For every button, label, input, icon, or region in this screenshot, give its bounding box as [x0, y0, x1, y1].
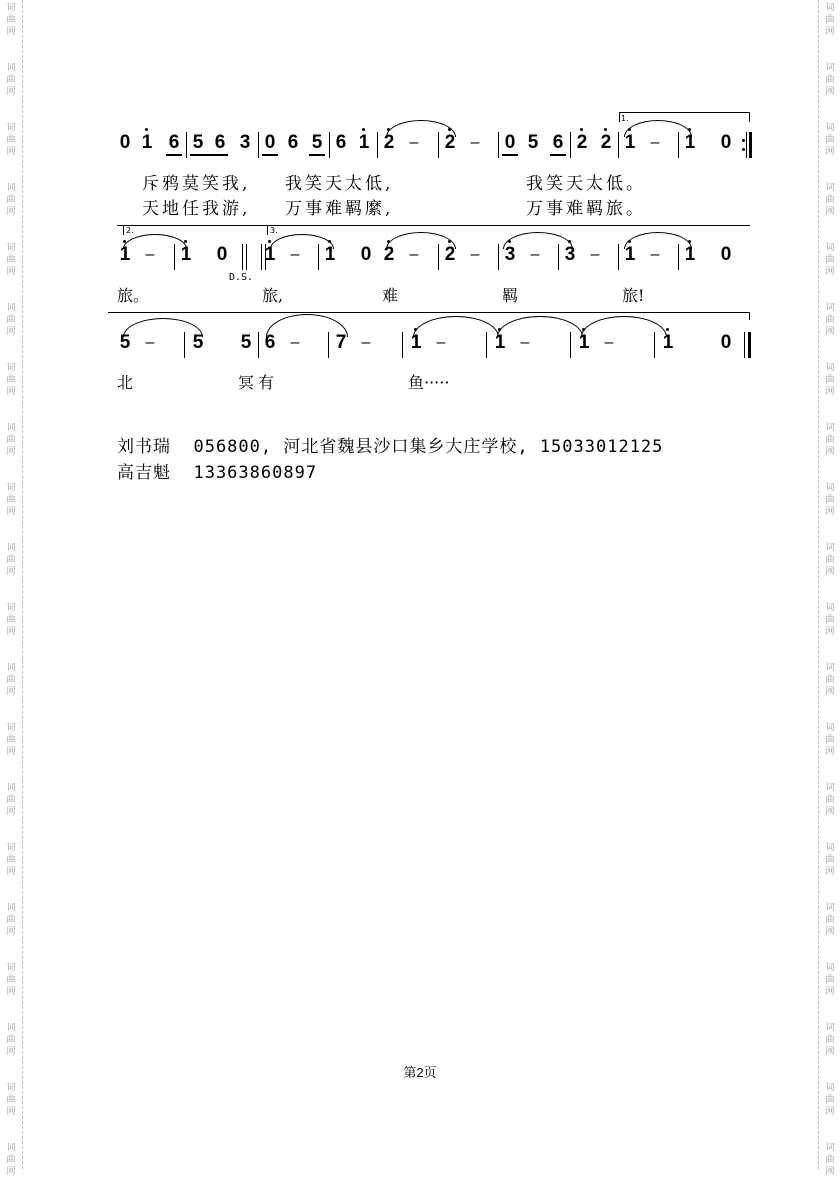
watermark-char: 词	[825, 543, 835, 553]
watermark-char: 词	[6, 63, 16, 73]
watermark-char: 曲	[6, 75, 16, 85]
watermark-char: 曲	[825, 375, 835, 385]
watermark-char: 曲	[6, 1035, 16, 1045]
watermark-char: 词	[825, 903, 835, 913]
note: 2	[600, 132, 612, 153]
note: 1	[119, 244, 131, 265]
watermark-char: 词	[6, 843, 16, 853]
watermark-char: 网	[825, 27, 835, 37]
watermark-char: 词	[825, 1143, 835, 1153]
watermark-char: 词	[825, 783, 835, 793]
watermark-char: 网	[6, 27, 16, 37]
lyric-verse2-part3: 万事难羁旅。	[526, 199, 646, 219]
watermark-char: 曲	[825, 1035, 835, 1045]
watermark-char: 网	[825, 807, 835, 817]
watermark-char: 网	[825, 1167, 835, 1177]
watermark-char: 网	[6, 747, 16, 757]
barline	[184, 332, 185, 358]
dash: –	[650, 246, 660, 263]
volta-2-label: 2.	[126, 226, 134, 235]
watermark-char: 词	[825, 243, 835, 253]
watermark-char: 词	[6, 1083, 16, 1093]
watermark-char: 网	[6, 507, 16, 517]
lyric-verse2-part2: 万事难羁縻,	[285, 199, 394, 219]
watermark-char: 曲	[6, 255, 16, 265]
note: 6	[168, 132, 180, 153]
watermark-char: 曲	[825, 255, 835, 265]
watermark-char: 网	[825, 627, 835, 637]
dash: –	[145, 246, 155, 263]
watermark-char: 曲	[825, 855, 835, 865]
lyric-word: 羁	[502, 286, 519, 305]
barline	[258, 332, 259, 358]
dash: –	[290, 334, 300, 351]
watermark-char: 词	[6, 603, 16, 613]
watermark-char: 词	[6, 3, 16, 13]
watermark-char: 词	[825, 843, 835, 853]
watermark-char: 词	[825, 423, 835, 433]
watermark-char: 曲	[6, 795, 16, 805]
watermark-char: 曲	[825, 135, 835, 145]
barline	[744, 332, 745, 358]
watermark-char: 曲	[825, 615, 835, 625]
note: 0	[119, 132, 131, 153]
lyric-word: 冥有	[238, 373, 279, 392]
watermark-char: 词	[6, 963, 16, 973]
watermark-char: 网	[6, 987, 16, 997]
lyric-word: 难	[382, 286, 399, 305]
volta-1-label: 1.	[621, 114, 629, 123]
watermark-char: 网	[6, 327, 16, 337]
note: 7	[335, 332, 347, 353]
note: 1	[410, 332, 422, 353]
watermark-char: 词	[825, 723, 835, 733]
watermark-char: 词	[825, 663, 835, 673]
watermark-char: 曲	[825, 15, 835, 25]
watermark-char: 曲	[6, 675, 16, 685]
note: 0	[264, 132, 276, 153]
note: 5	[311, 132, 323, 153]
lyric-verse2-part1: 天地任我游,	[142, 199, 251, 219]
note: 3	[239, 132, 251, 153]
note: 0	[360, 244, 372, 265]
watermark-char: 曲	[825, 915, 835, 925]
note: 2	[383, 244, 395, 265]
note: 2	[383, 132, 395, 153]
watermark-char: 曲	[6, 1095, 16, 1105]
note: 1	[684, 244, 696, 265]
note: 1	[624, 132, 636, 153]
watermark-char: 网	[825, 387, 835, 397]
note: 2	[444, 244, 456, 265]
watermark-char: 网	[6, 687, 16, 697]
high-octave-dot	[498, 328, 501, 331]
watermark-char: 网	[825, 867, 835, 877]
watermark-char: 网	[6, 867, 16, 877]
watermark-char: 网	[6, 87, 16, 97]
watermark-char: 曲	[825, 315, 835, 325]
barline	[486, 332, 487, 358]
note: 1	[578, 332, 590, 353]
barline-thick	[748, 332, 751, 358]
note: 0	[216, 244, 228, 265]
watermark-char: 曲	[6, 555, 16, 565]
watermark-char: 词	[825, 1023, 835, 1033]
note: 0	[720, 332, 732, 353]
watermark-char: 网	[825, 1047, 835, 1057]
watermark-char: 曲	[825, 555, 835, 565]
watermark-char: 词	[825, 183, 835, 193]
dash: –	[145, 334, 155, 351]
watermark-char: 词	[6, 483, 16, 493]
watermark-char: 词	[6, 1023, 16, 1033]
dash: –	[520, 334, 530, 351]
note: 0	[720, 244, 732, 265]
note: 5	[527, 132, 539, 153]
note: 0	[720, 132, 732, 153]
note: 6	[264, 332, 276, 353]
watermark-char: 词	[6, 243, 16, 253]
watermark-char: 曲	[825, 195, 835, 205]
note: 3	[504, 244, 516, 265]
note: 2	[444, 132, 456, 153]
watermark-char: 曲	[825, 675, 835, 685]
volta-3-label: 3.	[270, 226, 278, 235]
watermark-char: 曲	[6, 495, 16, 505]
note: 5	[119, 332, 131, 353]
watermark-char: 曲	[6, 1155, 16, 1165]
watermark-char: 网	[6, 807, 16, 817]
watermark-char: 词	[825, 363, 835, 373]
watermark-char: 网	[6, 1107, 16, 1117]
dash: –	[650, 134, 660, 151]
watermark-char: 网	[6, 147, 16, 157]
dash: –	[436, 334, 446, 351]
watermark-char: 词	[825, 3, 835, 13]
watermark-char: 词	[6, 1143, 16, 1153]
lyric-word: 北	[117, 373, 134, 392]
watermark-char: 网	[825, 987, 835, 997]
note: 1	[358, 132, 370, 153]
note: 2	[576, 132, 588, 153]
high-octave-dot	[666, 328, 669, 331]
dash: –	[409, 134, 419, 151]
watermark-char: 网	[6, 387, 16, 397]
watermark-char: 词	[825, 483, 835, 493]
watermark-char: 网	[825, 147, 835, 157]
watermark-char: 曲	[825, 1155, 835, 1165]
watermark-char: 曲	[825, 735, 835, 745]
barline	[570, 332, 571, 358]
note: 5	[192, 132, 204, 153]
dash: –	[590, 246, 600, 263]
barline	[402, 332, 403, 358]
watermark-char: 词	[6, 903, 16, 913]
score-row-3	[0, 0, 840, 400]
note: 5	[192, 332, 204, 353]
watermark-char: 词	[825, 303, 835, 313]
dash: –	[470, 246, 480, 263]
watermark-char: 曲	[825, 495, 835, 505]
watermark-char: 词	[6, 123, 16, 133]
lyric-word: 旅。	[117, 286, 150, 305]
watermark-char: 网	[6, 567, 16, 577]
watermark-char: 曲	[825, 435, 835, 445]
note: 1	[324, 244, 336, 265]
watermark-char: 网	[6, 1047, 16, 1057]
note: 1	[141, 132, 153, 153]
watermark-char: 曲	[6, 315, 16, 325]
watermark-char: 曲	[825, 795, 835, 805]
note: 6	[552, 132, 564, 153]
watermark-char: 词	[6, 303, 16, 313]
note: 6	[335, 132, 347, 153]
note: 6	[214, 132, 226, 153]
watermark-char: 词	[825, 963, 835, 973]
lyric-verse1-part1: 斥鸦莫笑我,	[142, 174, 251, 194]
note: 1	[264, 244, 276, 265]
watermark-char: 曲	[6, 735, 16, 745]
watermark-char: 词	[6, 543, 16, 553]
watermark-char: 网	[825, 327, 835, 337]
lyric-verse1-part2: 我笑天太低,	[285, 174, 394, 194]
barline	[654, 332, 655, 358]
watermark-char: 网	[6, 267, 16, 277]
note: 5	[240, 332, 252, 353]
watermark-char: 网	[6, 1167, 16, 1177]
high-octave-dot	[582, 328, 585, 331]
watermark-char: 曲	[6, 915, 16, 925]
watermark-char: 网	[6, 627, 16, 637]
note: 1	[662, 332, 674, 353]
watermark-char: 词	[6, 723, 16, 733]
watermark-char: 网	[825, 567, 835, 577]
watermark-char: 网	[6, 927, 16, 937]
watermark-char: 网	[825, 747, 835, 757]
dash: –	[604, 334, 614, 351]
watermark-char: 网	[825, 447, 835, 457]
lyric-verse1-part3: 我笑天太低。	[526, 174, 646, 194]
watermark-char: 网	[6, 207, 16, 217]
watermark-char: 网	[825, 507, 835, 517]
watermark-char: 曲	[825, 75, 835, 85]
watermark-char: 曲	[6, 615, 16, 625]
dash: –	[290, 246, 300, 263]
lyric-word: 鱼·····	[408, 373, 450, 392]
lyric-word: 旅,	[262, 286, 284, 305]
watermark-char: 网	[825, 87, 835, 97]
watermark-char: 词	[6, 783, 16, 793]
watermark-char: 曲	[825, 1095, 835, 1105]
watermark-char: 网	[6, 447, 16, 457]
watermark-char: 曲	[825, 975, 835, 985]
note: 1	[624, 244, 636, 265]
watermark-char: 网	[825, 927, 835, 937]
watermark-char: 曲	[6, 435, 16, 445]
watermark-char: 曲	[6, 195, 16, 205]
author-contact-line-1: 刘书瑞 056800, 河北省魏县沙口集乡大庄学校, 15033012125	[117, 437, 664, 457]
note: 1	[684, 132, 696, 153]
watermark-char: 网	[825, 207, 835, 217]
author-contact-line-2: 高吉魁 13363860897	[117, 463, 318, 483]
dash: –	[409, 246, 419, 263]
dash: –	[361, 334, 371, 351]
dash: –	[470, 134, 480, 151]
watermark-char: 网	[825, 1107, 835, 1117]
watermark-char: 曲	[6, 375, 16, 385]
note: 0	[504, 132, 516, 153]
note: 6	[287, 132, 299, 153]
lyric-word: 旅!	[622, 286, 645, 305]
dash: –	[530, 246, 540, 263]
watermark-char: 词	[6, 183, 16, 193]
watermark-char: 曲	[6, 15, 16, 25]
watermark-char: 曲	[6, 135, 16, 145]
watermark-char: 词	[6, 423, 16, 433]
watermark-char: 词	[825, 603, 835, 613]
watermark-char: 曲	[6, 975, 16, 985]
note: 1	[180, 244, 192, 265]
watermark-char: 曲	[6, 855, 16, 865]
watermark-char: 词	[825, 1083, 835, 1093]
watermark-char: 词	[825, 63, 835, 73]
watermark-char: 词	[6, 363, 16, 373]
ds-marking: D.S.	[229, 272, 254, 283]
watermark-char: 网	[825, 687, 835, 697]
barline	[328, 332, 329, 358]
watermark-char: 词	[825, 123, 835, 133]
page-number: 第2页	[403, 1065, 437, 1080]
note: 1	[494, 332, 506, 353]
watermark-char: 网	[825, 267, 835, 277]
watermark-char: 词	[6, 663, 16, 673]
high-octave-dot	[414, 328, 417, 331]
note: 3	[564, 244, 576, 265]
